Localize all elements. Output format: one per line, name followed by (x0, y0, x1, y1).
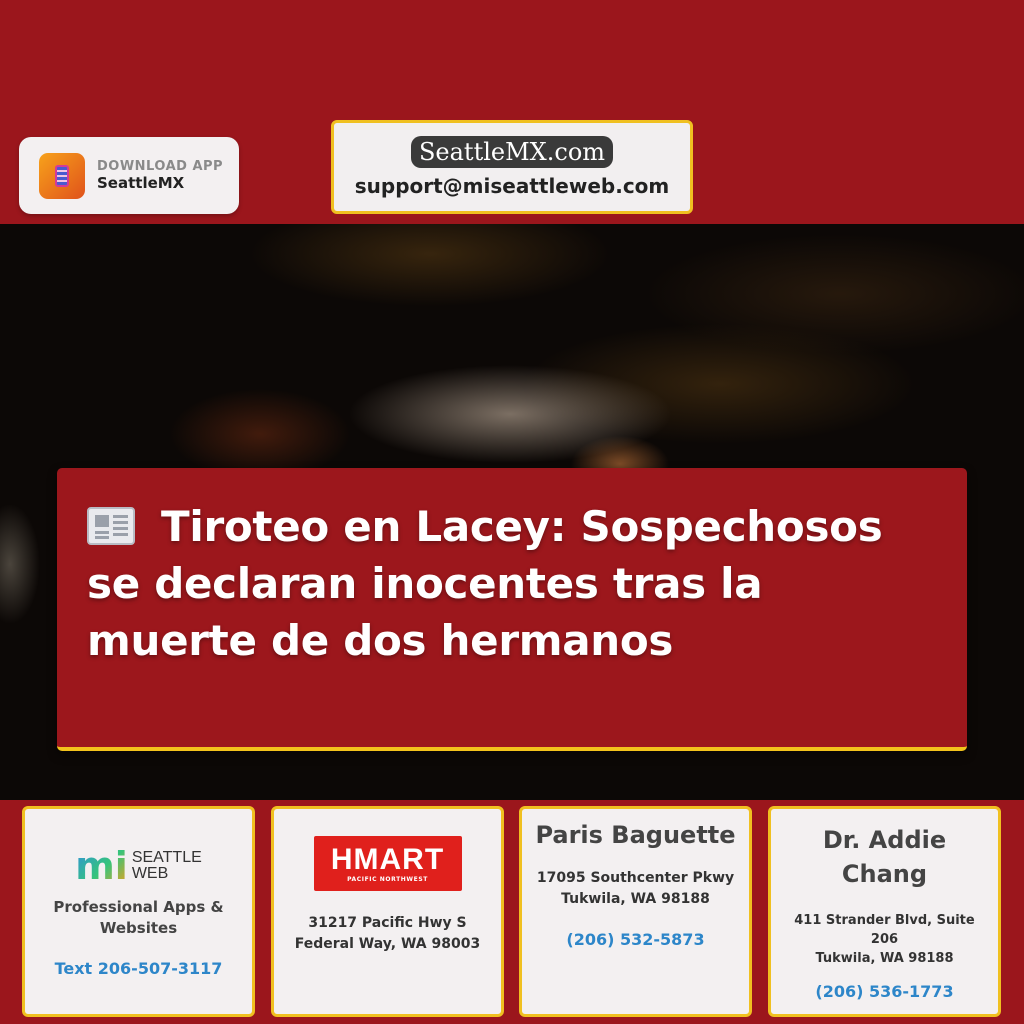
sponsor-card-paris-baguette[interactable] (519, 806, 752, 1017)
seattleweb-tagline: Professional Apps & Websites (53, 898, 224, 937)
dr-addie-chang-address-line-2: Tukwila, WA 98188 (815, 951, 954, 966)
sponsor-card-hmart[interactable] (271, 806, 504, 1017)
paris-baguette-address (522, 868, 749, 910)
seattleweb-contact-link[interactable]: Text 206-507-3117 (54, 959, 223, 978)
app-phone-icon (39, 153, 85, 199)
hmart-address (274, 913, 501, 955)
site-name[interactable]: SeattleMX.com (411, 136, 613, 168)
paris-baguette-name: Paris Baguette (535, 821, 736, 849)
headline-text: Tiroteo en Lacey: Sospechosos se declaran inocentes tras la muerte de dos hermanos (87, 502, 883, 665)
download-app-label: DOWNLOAD APP (97, 158, 224, 174)
sponsor-card-dr-addie-chang[interactable] (768, 806, 1001, 1017)
paris-baguette-address-line-2: Tukwila, WA 98188 (561, 891, 710, 907)
dr-addie-chang-address (771, 911, 998, 968)
download-app-badge[interactable] (19, 137, 239, 214)
hmart-logo (314, 836, 462, 891)
headline-card[interactable] (57, 468, 967, 751)
dr-addie-chang-name: Dr. Addie Chang (822, 826, 947, 888)
seattleweb-logo-mark: mi (75, 844, 128, 888)
hmart-logo-word: HMART (330, 842, 445, 876)
hmart-address-line-2: Federal Way, WA 98003 (294, 936, 481, 952)
hmart-logo-sub: PACIFIC NORTHWEST (347, 875, 428, 883)
hmart-address-line-1: 31217 Pacific Hwy S (308, 915, 467, 931)
seattleweb-logo-text-2: WEB (131, 865, 169, 882)
app-name: SeattleMX (97, 174, 185, 193)
paris-baguette-phone-link[interactable]: (206) 532-5873 (566, 930, 705, 949)
seattleweb-logo (25, 846, 252, 886)
contact-box (331, 120, 693, 214)
dr-addie-chang-address-line-1: 411 Strander Blvd, Suite 206 (794, 913, 975, 947)
dr-addie-chang-phone-link[interactable]: (206) 536-1773 (815, 982, 954, 1001)
support-email[interactable]: support@miseattleweb.com (354, 174, 670, 198)
newspaper-icon (87, 507, 135, 545)
sponsor-card-seattleweb[interactable] (22, 806, 255, 1017)
headline (87, 498, 939, 669)
seattleweb-logo-text-1: SEATTLE (131, 849, 202, 866)
paris-baguette-address-line-1: 17095 Southcenter Pkwy (536, 870, 735, 886)
